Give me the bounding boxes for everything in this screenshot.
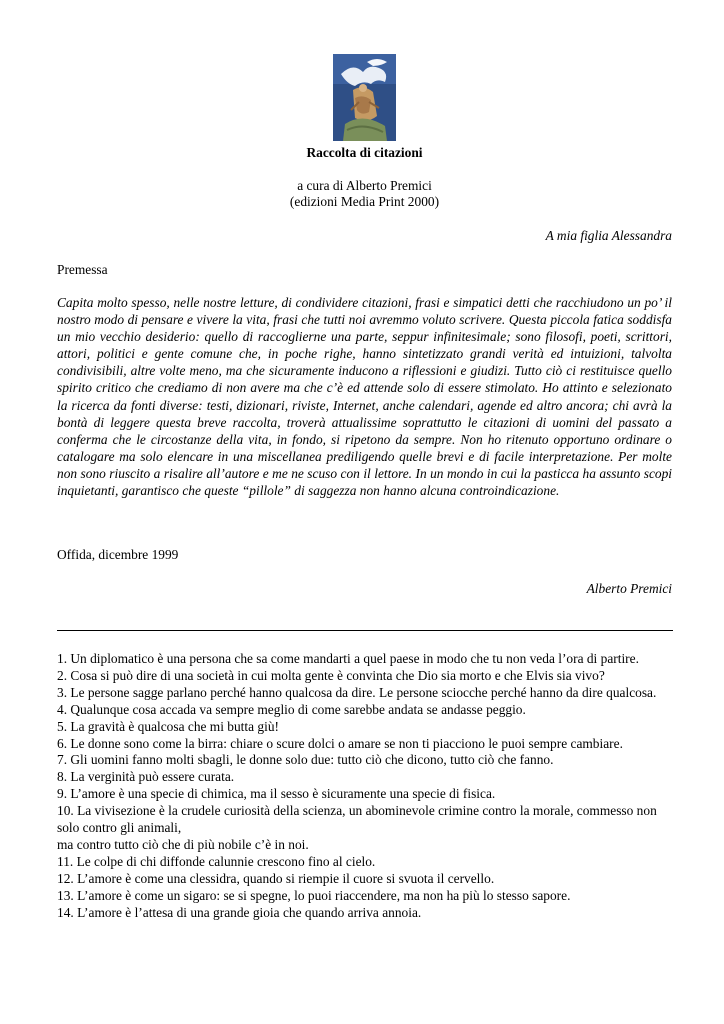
- premessa-body: Capita molto spesso, nelle nostre letture, di condividere citazioni, frasi e simpatici detti che racchiudono un po’ il nostro modo di pensare e vivere la vita, frasi che tutti noi avremmo voluto scrivere. Questa piccola fatica soddisfa un mio vecchio desiderio: quello di raccoglierne una parte, seppur infinitesimale; sono filosofi, poeti, scrittori, attori, politici e gente comune che, in poche righe, hanno sintetizzato grandi verità ed intuizioni, talvolta condivisibili, altre volte meno, ma che sicuramente inducono a riflessioni e giudizi. Tutto ciò ci restituisce quello spirito critico che crediamo di non avere ma che c’è ed attende solo di essere stimolato. Ho attinto e selezionato la ricerca da fonti diverse: testi, dizionari, riviste, Internet, anche calendari, agende ed altro ancora; chi avrà la bontà di leggere questa breve raccolta, troverà attualissime soprattutto le citazioni di uomini del passato a conferma che le circostanze della vita, in fondo, si ripetono da sempre. Non ho ritenuto opportuno ordinare o catalogare ma solo elencare in una miscellanea prediligendo quelle brevi e di facile interpretazione. Per molte non sono riuscito a risalire all’autore e me ne scuso con il lettore. In un mondo in cui la pasticca ha assunto scopi inquietanti, garantisco che queste “pillole” di saggezza non hanno alcuna controindicazione.: [57, 295, 672, 499]
- publisher-line: (edizioni Media Print 2000): [289, 194, 440, 209]
- quote-item: 3. Le persone sagge parlano perché hanno qualcosa da dire. Le persone sciocche perché hanno da dire qualcosa.: [57, 684, 657, 700]
- editor-line: a cura di Alberto Premici: [297, 178, 432, 193]
- quote-item: 12. L’amore è come una clessidra, quando si riempie il cuore si svuota il cervello.: [57, 870, 495, 886]
- quote-item: 9. L’amore è una specie di chimica, ma il sesso è sicuramente una specie di fisica.: [57, 786, 496, 802]
- quote-item: 1. Un diplomatico è una persona che sa come mandarti a quel paese in modo che tu non veda l’ora di partire.: [57, 651, 639, 666]
- quote-item: 13. L’amore è come un sigaro: se si spegne, lo puoi riaccendere, ma non ha più lo stesso sapore.: [57, 887, 571, 903]
- quote-item: 8. La verginità può essere curata.: [57, 769, 235, 785]
- premessa-heading: Premessa: [57, 262, 108, 277]
- document-title: Raccolta di citazioni: [306, 145, 423, 160]
- quote-item: 5. La gravità è qualcosa che mi butta giù!: [57, 718, 279, 734]
- place-date: Offida, dicembre 1999: [57, 547, 179, 562]
- horizontal-divider: [57, 630, 673, 631]
- signature: Alberto Premici: [586, 581, 672, 596]
- dedication: A mia figlia Alessandra: [545, 228, 672, 243]
- quote-item: 14. L’amore è l’attesa di una grande gioia che quando arriva annoia.: [57, 904, 422, 920]
- quote-item: 7. Gli uomini fanno molti sbagli, le donne solo due: tutto ciò che dicono, tutto ciò che fanno.: [57, 752, 554, 768]
- quote-item: 6. Le donne sono come la birra: chiare o scure dolci o amare se non ti piacciono le puoi sempre cambiare.: [57, 735, 623, 751]
- quote-item: ma contro tutto ciò che di più nobile c’è in noi.: [57, 836, 309, 852]
- quote-item: 2. Cosa si può dire di una società in cui molta gente è convinta che Dio sia morto e che Elvis sia vivo?: [57, 667, 605, 683]
- quote-item: 11. Le colpe di chi diffonde calunnie crescono fino al cielo.: [57, 853, 376, 869]
- quote-item: 4. Qualunque cosa accada va sempre meglio di come sarebbe andata se andasse peggio.: [57, 701, 526, 717]
- quote-item: 10. La vivisezione è la crudele curiosità della scienza, un abominevole crimine contro la morale, commesso non solo contro gli animali,: [57, 803, 657, 836]
- quote-list: [57, 651, 672, 922]
- cover-illustration: [333, 54, 396, 141]
